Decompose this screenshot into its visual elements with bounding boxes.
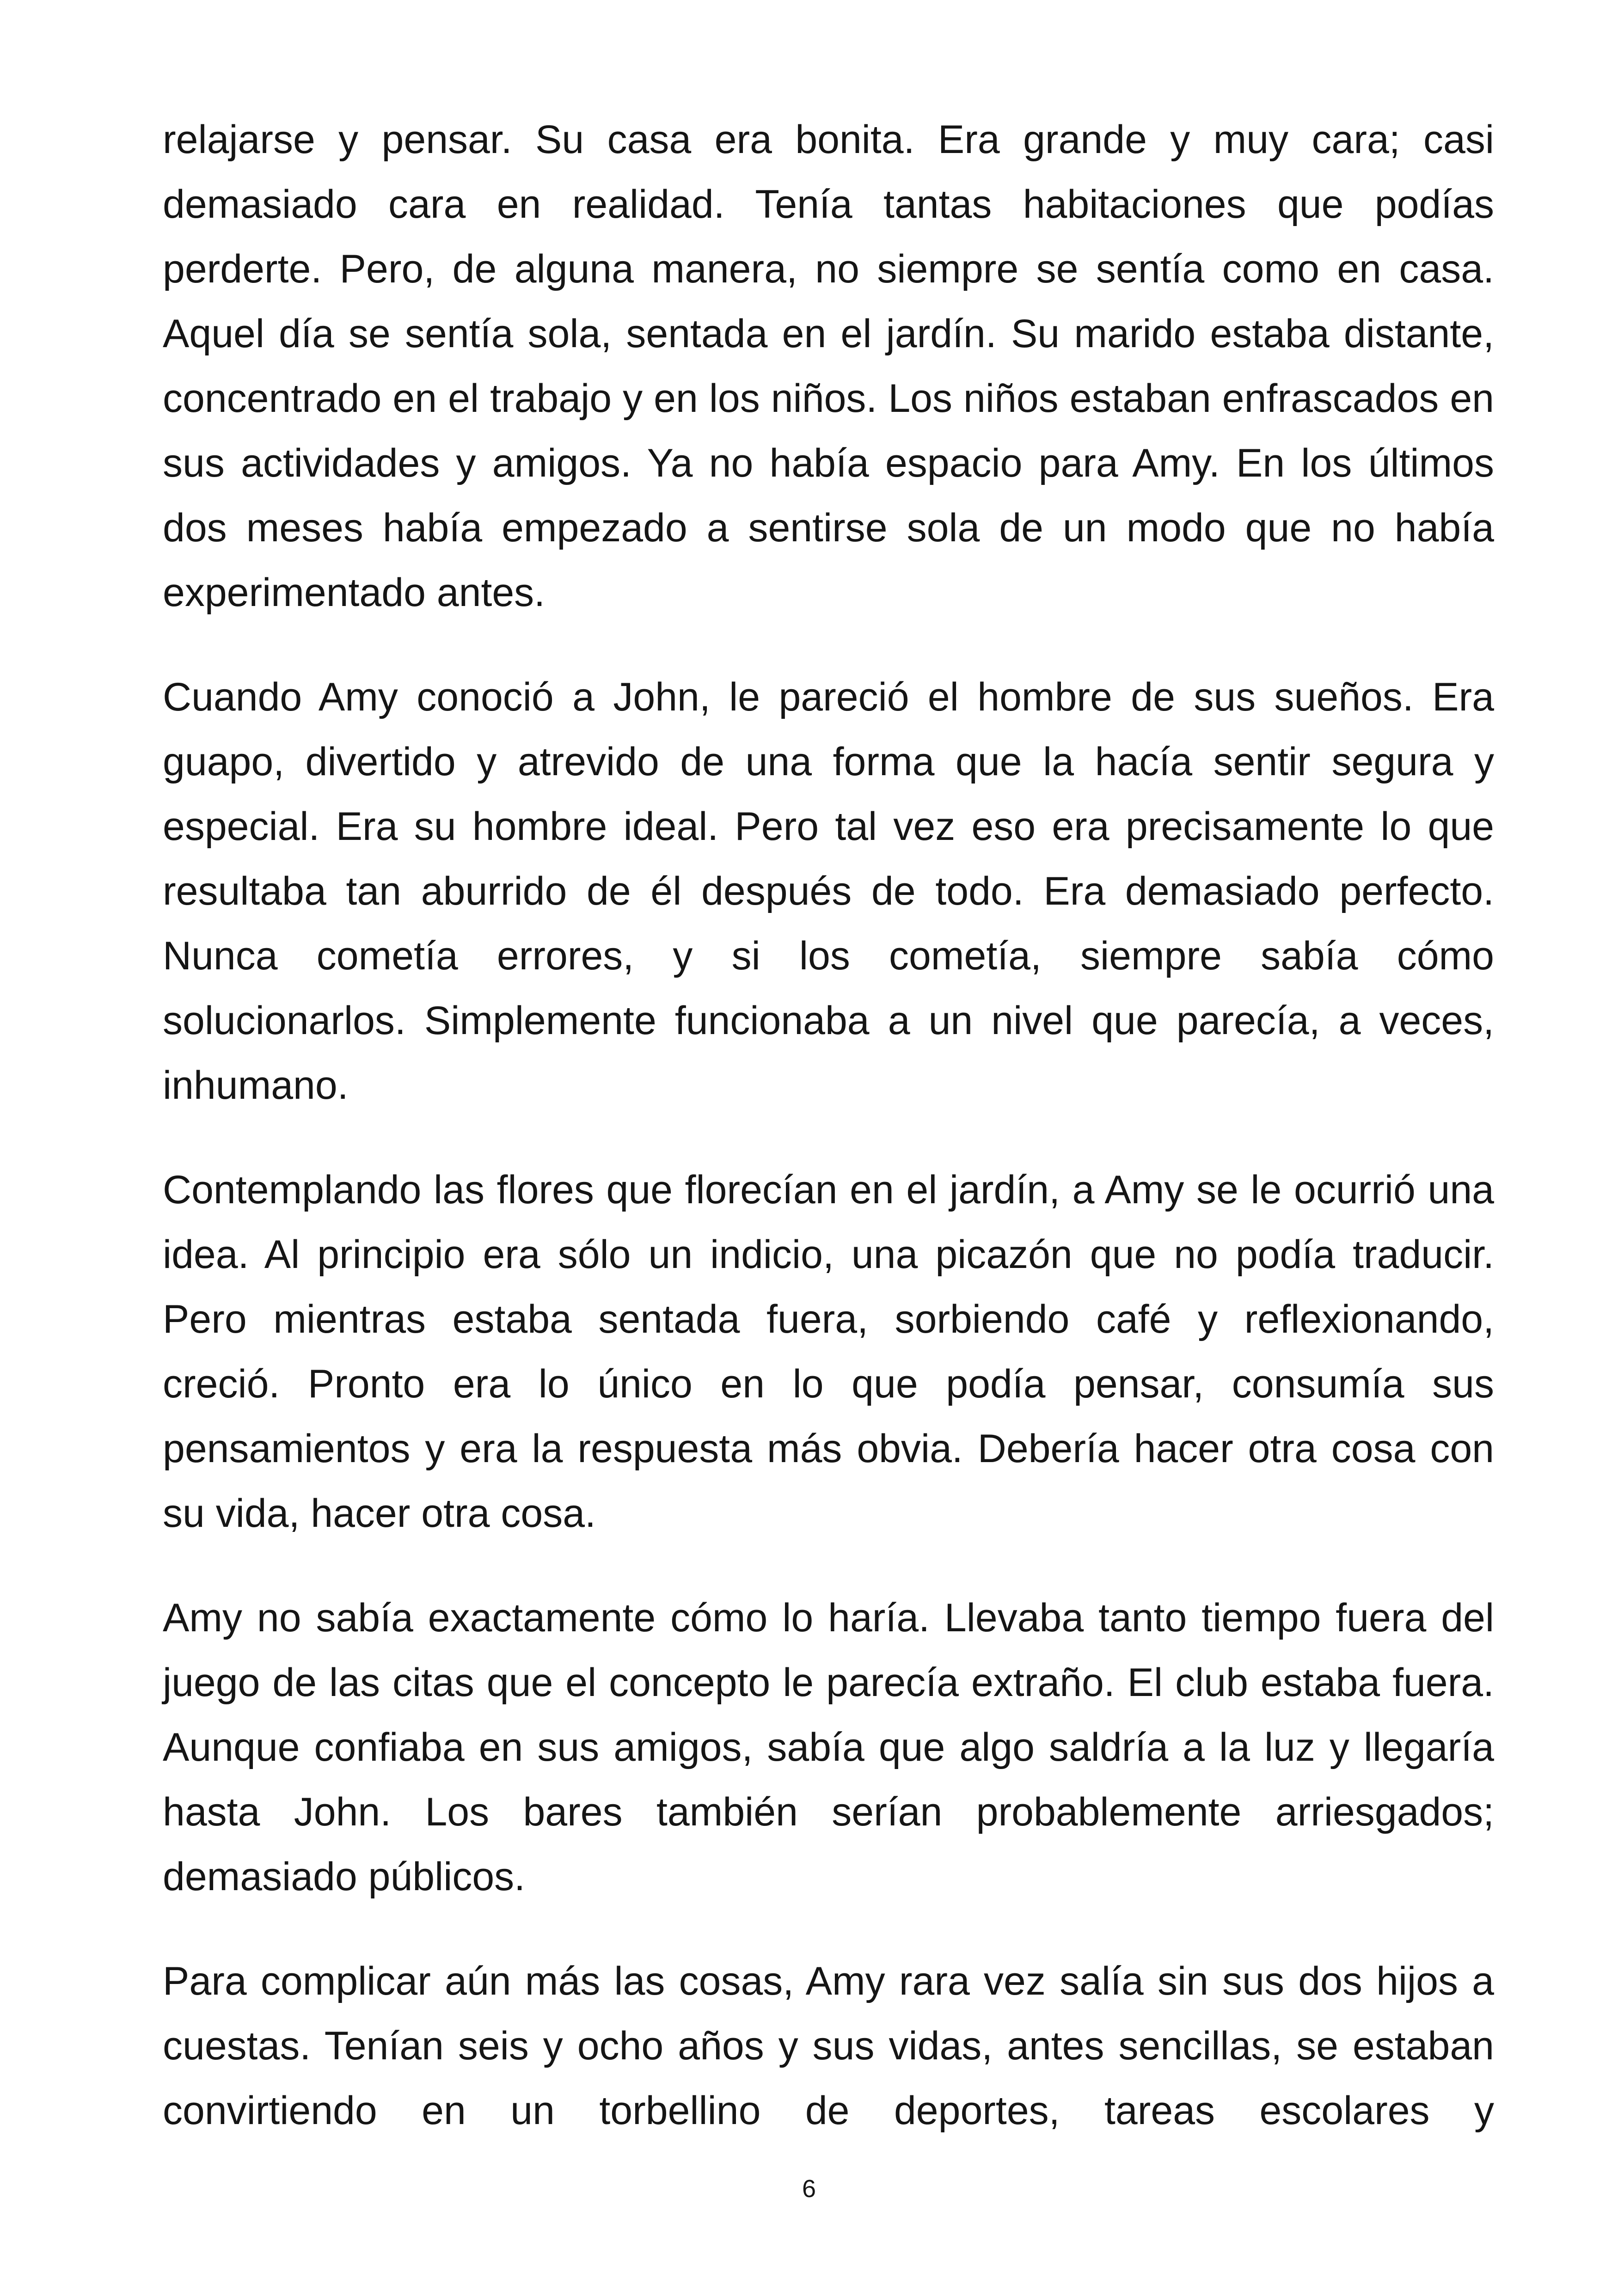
page-number: 6 <box>802 2175 816 2203</box>
paragraph-4: Amy no sabía exactamente cómo lo haría. Llevaba tanto tiempo fuera del juego de las citas que el concepto le parecía extraño. El club estaba fuera. Aunque confiaba en sus amigos, sabía que algo saldría a la luz y llegaría hasta John. Los bares también serían probablemente arriesgados; demasiado públicos. <box>163 1596 1494 1899</box>
paragraph-2: Cuando Amy conoció a John, le pareció el hombre de sus sueños. Era guapo, divertido y atrevido de una forma que la hacía sentir segura y especial. Era su hombre ideal. Pero tal vez eso era precisamente lo que resultaba tan aburrido de él después de todo. Era demasiado perfecto. Nunca cometía errores, y si los cometía, siempre sabía cómo solucionarlos. Simplemente funcionaba a un nivel que parecía, a veces, inhumano. <box>163 675 1494 1108</box>
paragraph-3: Contemplando las flores que florecían en el jardín, a Amy se le ocurrió una idea. Al principio era sólo un indicio, una picazón que no podía traducir. Pero mientras estaba sentada fuera, sorbiendo café y reflexionando, creció. Pronto era lo único en lo que podía pensar, consumía sus pensamientos y era la respuesta más obvia. Debería hacer otra cosa con su vida, hacer otra cosa. <box>163 1168 1494 1536</box>
paragraph-1: relajarse y pensar. Su casa era bonita. Era grande y muy cara; casi demasiado cara en realidad. Tenía tantas habitaciones que podías perderte. Pero, de alguna manera, no siempre se sentía como en casa. Aquel día se sentía sola, sentada en el jardín. Su marido estaba distante, concentrado en el trabajo y en los niños. Los niños estaban enfrascados en sus actividades y amigos. Ya no había espacio para Amy. En los últimos dos meses había empezado a sentirse sola de un modo que no había experimentado antes. <box>163 117 1494 615</box>
paragraph-5: Para complicar aún más las cosas, Amy rara vez salía sin sus dos hijos a cuestas. Tenían seis y ocho años y sus vidas, antes sencillas, se estaban convirtiendo en un torbellino de deportes, tareas escolares y <box>163 1959 1494 2133</box>
body-text <box>163 107 1494 2183</box>
